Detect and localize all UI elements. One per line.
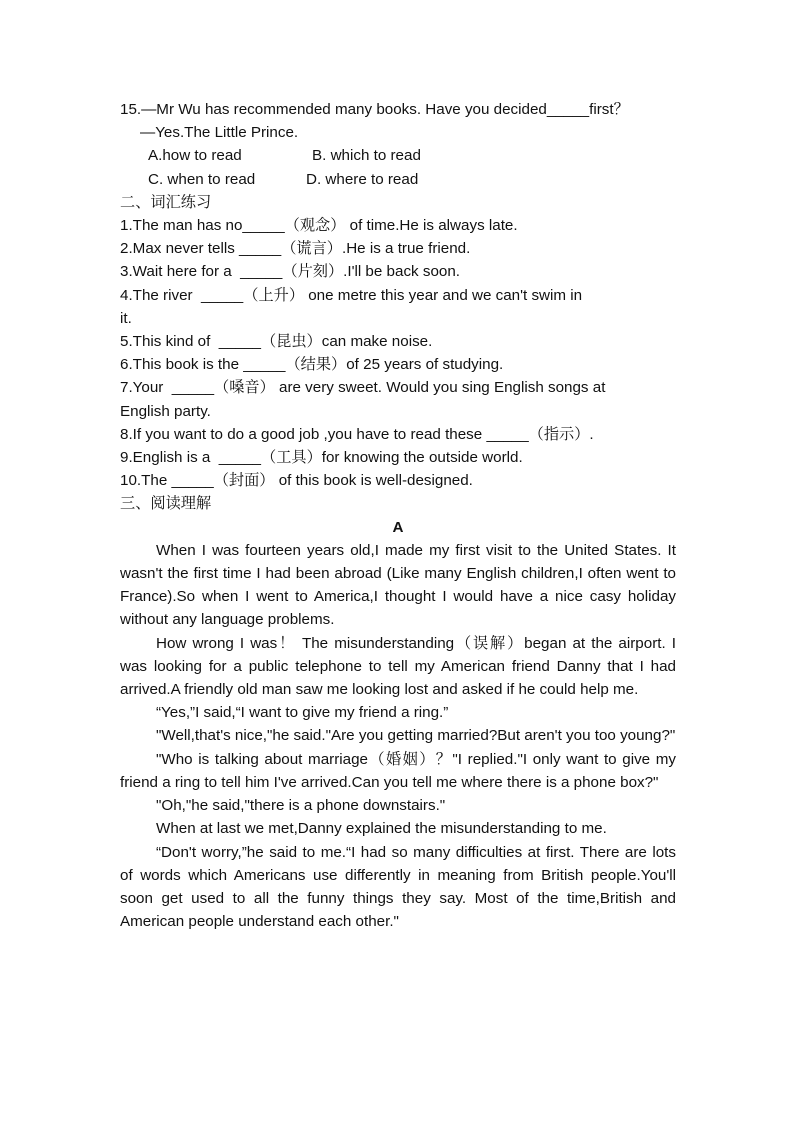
vocab-item: 10.The _____（封面） of this book is well-designed. (120, 472, 473, 490)
passage-paragraph: How wrong I was！ The misunderstanding（误解）began at the airport. I was looking for a public telephone to tell my American friend Danny that I had arrived.A friendly old man saw me looking lost and asked if he could help me. (120, 634, 676, 699)
vocab-item: 7.Your _____（嗓音） are very sweet. Would you sing English songs at (120, 379, 606, 397)
question-15-stem: 15.—Mr Wu has recommended many books. Have you decided_____first？ (120, 101, 629, 118)
passage-paragraph: "Well,that's nice,"he said."Are you getting married?But aren't you too young?" (156, 727, 676, 745)
option-d: D. where to read (306, 170, 419, 188)
section-2-heading: 二、词汇练习 (120, 192, 212, 211)
passage-paragraph: "Who is talking about marriage（婚姻）？"I replied."I only want to give my friend a ring to tell him I've arrived.Can you tell me where there is a phone box?" (120, 750, 676, 791)
question-15-answer: —Yes.The Little Prince. (140, 124, 299, 142)
passage-paragraph: "Oh,"he said,"there is a phone downstairs." (156, 797, 446, 815)
vocab-item: 1.The man has no_____（观念） of time.He is always late. (120, 217, 518, 235)
passage-paragraph: When I was fourteen years old,I made my first visit to the United States. It wasn't the first time I had been abroad (Like many English children,I often went to France).So when I went to America,I thought I would have a nice casy holiday without any language problems. (120, 541, 676, 629)
option-c: C. when to read (148, 170, 256, 188)
passage-paragraph: When at last we met,Danny explained the misunderstanding to me. (156, 820, 607, 838)
vocab-item: 2.Max never tells _____（谎言）.He is a true friend. (120, 240, 471, 258)
vocab-item-continued: it. (120, 309, 132, 327)
vocab-item: 8.If you want to do a good job ,you have to read these _____（指示）. (120, 425, 594, 443)
option-b: B. which to read (312, 147, 421, 165)
section-3-heading: 三、阅读理解 (120, 494, 212, 513)
option-a: A.how to read (148, 147, 242, 165)
passage-title: A (392, 518, 404, 536)
passage-paragraph: “Yes,”I said,“I want to give my friend a ring.” (156, 704, 449, 722)
vocab-item-continued: English party. (120, 402, 211, 420)
question-15-options-row1 (120, 144, 676, 167)
vocab-item: 4.The river _____（上升） one metre this year and we can't swim in (120, 286, 583, 304)
question-15-options-row2 (120, 168, 676, 191)
vocab-item: 6.This book is the _____（结果）of 25 years of studying. (120, 356, 504, 374)
vocab-item: 3.Wait here for a _____（片刻）.I'll be back soon. (120, 263, 460, 281)
worksheet-page (120, 98, 676, 933)
vocab-item: 9.English is a _____（工具）for knowing the outside world. (120, 449, 523, 467)
passage-paragraph: “Don't worry,”he said to me.“I had so many difficulties at first. There are lots of words which Americans use differently in meaning from British people.You'll soon get used to all the funny things they say. Most of the time,British and American people understand each other." (120, 843, 676, 931)
vocab-item: 5.This kind of _____（昆虫）can make noise. (120, 333, 433, 351)
